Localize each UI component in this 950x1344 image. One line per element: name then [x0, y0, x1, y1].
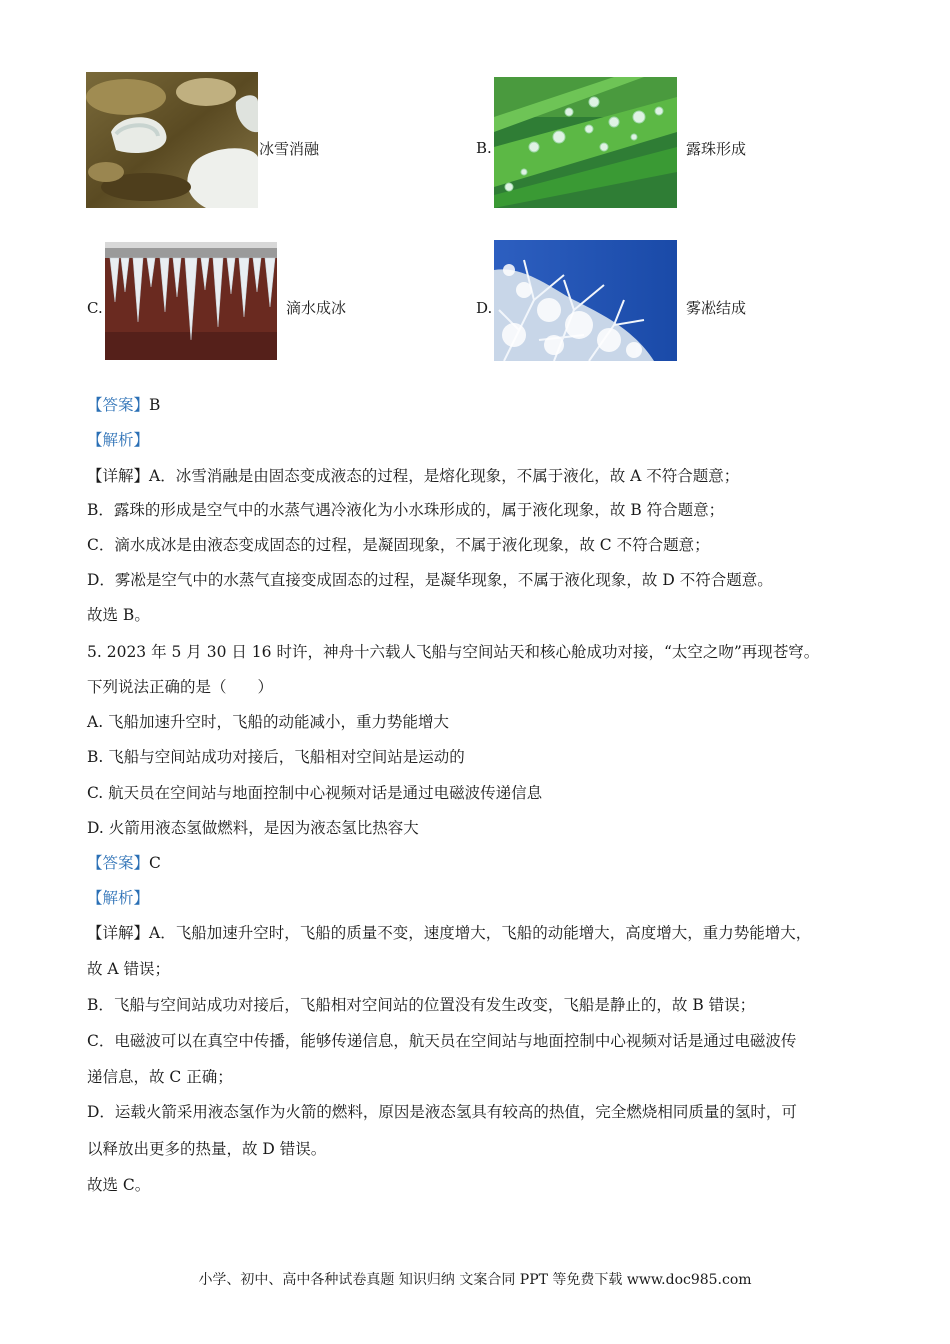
- q5-detail-line: [87, 922, 811, 944]
- answer-tag: 【答案】: [87, 396, 150, 414]
- rime-frost-photo: [494, 240, 677, 361]
- q5-choice-c: C. 航天员在空间站与地面控制中心视频对话是通过电磁波传递信息: [87, 784, 543, 802]
- dew-drops-photo: [494, 77, 677, 208]
- q5-stem: 5. 2023 年 5 月 30 日 16 时许，神舟十六载人飞船与空间站天和核心舱成功对接，“太空之吻”再现苍穹。: [87, 643, 820, 661]
- option-c-letter: C.: [87, 299, 103, 317]
- page-footer: 小学、初中、高中各种试卷真题 知识归纳 文案合同 PPT 等免费下载 www.doc985.com: [198, 1272, 752, 1288]
- icicles-photo: [105, 232, 277, 360]
- q4-conclusion: 故选 B。: [87, 606, 150, 624]
- q4-answer: [87, 394, 160, 416]
- answer-tag: 【答案】: [87, 854, 150, 872]
- option-a-caption: 冰雪消融: [259, 140, 320, 158]
- q5-detail-line: 以释放出更多的热量，故 D 错误。: [87, 1140, 327, 1158]
- detail-text: A．冰雪消融是由固态变成液态的过程，是熔化现象，不属于液化，故 A 不符合题意；: [149, 467, 740, 485]
- q4-detail-line: [87, 465, 739, 487]
- q5-analysis-tag: 【解析】: [87, 889, 150, 907]
- q5-choice-d: D. 火箭用液态氢做燃料，是因为液态氢比热容大: [87, 819, 419, 837]
- option-b-caption: 露珠形成: [686, 140, 747, 158]
- option-d-caption: 雾凇结成: [686, 299, 747, 317]
- q5-stem: 下列说法正确的是（ ）: [87, 678, 274, 696]
- q5-answer: [87, 852, 161, 874]
- q5-detail-line: C．电磁波可以在真空中传播，能够传递信息，航天员在空间站与地面控制中心视频对话是通过电磁波传: [87, 1032, 797, 1050]
- detail-tag: 【详解】: [87, 924, 150, 942]
- option-b-letter: B.: [476, 139, 492, 157]
- q5-detail-line: D．运载火箭采用液态氢作为火箭的燃料，原因是液态氢具有较高的热值，完全燃烧相同质量的氢时，可: [87, 1103, 797, 1121]
- q5-detail-line: B．飞船与空间站成功对接后，飞船相对空间站的位置没有发生改变，飞船是静止的，故 B 错误；: [87, 996, 756, 1014]
- option-d-letter: D.: [476, 299, 493, 317]
- melting-ice-photo: [86, 72, 258, 208]
- q4-detail-line: C．滴水成冰是由液态变成固态的过程，是凝固现象，不属于液化现象，故 C 不符合题意；: [87, 536, 710, 554]
- q4-analysis-tag: 【解析】: [87, 431, 150, 449]
- answer-value: B: [149, 396, 161, 414]
- q5-detail-line: 递信息，故 C 正确；: [87, 1068, 233, 1086]
- q5-choice-b: B. 飞船与空间站成功对接后，飞船相对空间站是运动的: [87, 748, 465, 766]
- detail-text: A．飞船加速升空时，飞船的质量不变，速度增大，飞船的动能增大，高度增大，重力势能增大，: [149, 924, 812, 942]
- q5-conclusion: 故选 C。: [87, 1176, 151, 1194]
- detail-tag: 【详解】: [87, 467, 150, 485]
- q4-detail-line: D．雾凇是空气中的水蒸气直接变成固态的过程，是凝华现象，不属于液化现象，故 D 不符合题意。: [87, 571, 773, 589]
- answer-value: C: [149, 854, 161, 872]
- q5-choice-a: A. 飞船加速升空时，飞船的动能减小，重力势能增大: [87, 713, 450, 731]
- q4-detail-line: B．露珠的形成是空气中的水蒸气遇冷液化为小水珠形成的，属于液化现象，故 B 符合题意；: [87, 501, 725, 519]
- q5-detail-line: 故 A 错误；: [87, 960, 171, 978]
- option-c-caption: 滴水成冰: [286, 299, 347, 317]
